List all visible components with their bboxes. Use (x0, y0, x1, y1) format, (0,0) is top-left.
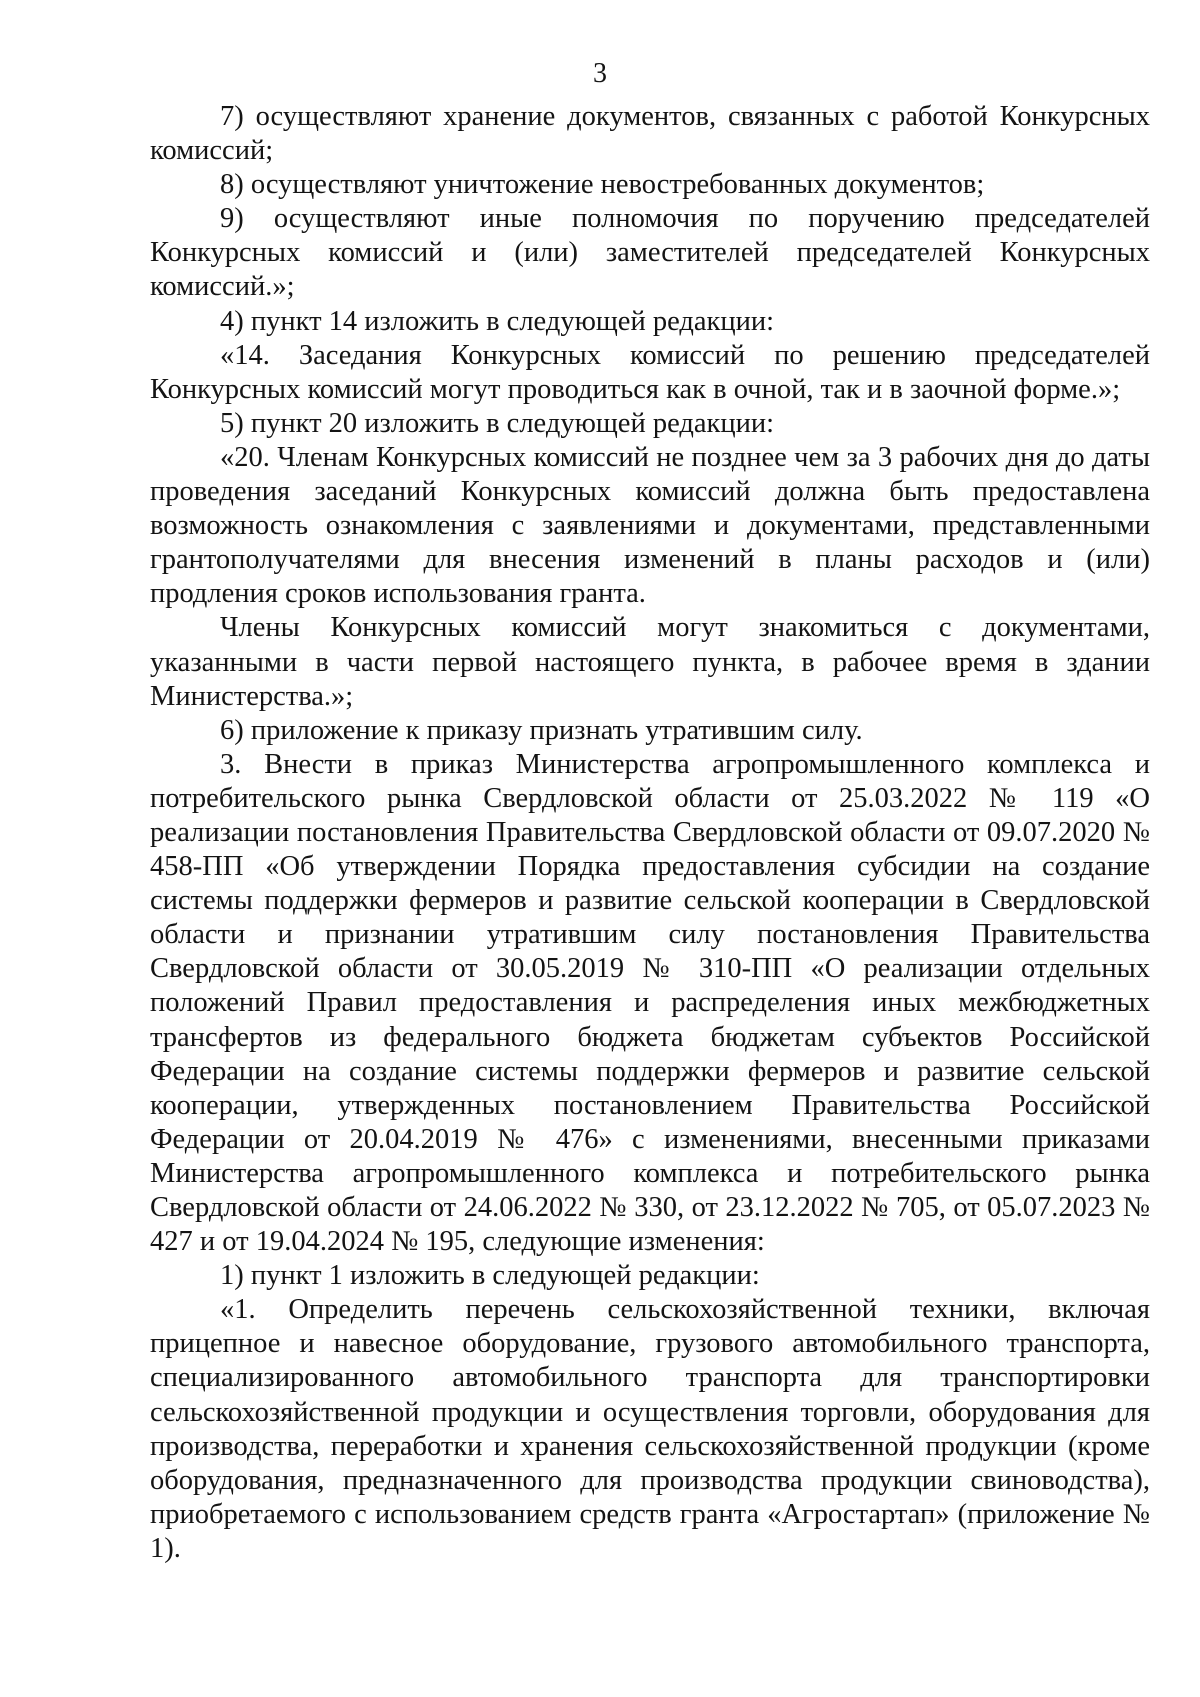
paragraph-item-9: 9) осуществляют иные полномочия по поручению председателей Конкурсных комиссий и (или) заместителей председателей Конкурсных комиссий.»; (150, 203, 1150, 303)
paragraph-point-14: «14. Заседания Конкурсных комиссий по решению председателей Конкурсных комиссий могут проводиться как в очной, так и в заочной форме.»; (150, 339, 1150, 405)
paragraph-amendment-6: 6) приложение к приказу признать утратившим силу. (220, 714, 863, 746)
paragraph-point-20-part-2: Члены Конкурсных комиссий могут знакомиться с документами, указанными в части первой настоящего пункта, в рабочее время в здании Министерства.»; (150, 612, 1150, 712)
document-body (150, 100, 1150, 1566)
paragraph-section-3: 3. Внести в приказ Министерства агропромышленного комплекса и потребительского рынка Свердловской области от 25.03.2022 № 119 «О реализации постановления Правительства Свердловской области от 09.07.2020 № 458-ПП «Об утверждении Порядка предоставления субсидии на создание системы поддержки фермеров и развитие сельской кооперации в Свердловской области и признании утратившим силу постановления Правительства Свердловской области от 30.05.2019 № 310-ПП «О реализации отдельных положений Правил предоставления и распределения иных межбюджетных трансфертов из федерального бюджета бюджетам субъектов Российской Федерации на создание системы поддержки фермеров и развитие сельской кооперации, утвержденных постановлением Правительства Российской Федерации от 20.04.2019 № 476» с изменениями, внесенными приказами Министерства агропромышленного комплекса и потребительского рынка Свердловской области от 24.06.2022 № 330, от 23.12.2022 № 705, от 05.07.2023 № 427 и от 19.04.2024 № 195, следующие изменения: (150, 748, 1150, 1258)
paragraph-point-20: «20. Членам Конкурсных комиссий не позднее чем за 3 рабочих дня до даты проведения заседаний Конкурсных комиссий должна быть предоставлена возможность ознакомления с заявлениями и документами, представленными грантополучателями для внесения изменений в планы расходов и (или) продления сроков использования гранта. (150, 441, 1150, 610)
paragraph-amendment-1: 1) пункт 1 изложить в следующей редакции: (220, 1260, 760, 1292)
paragraph-item-7: 7) осуществляют хранение документов, связанных с работой Конкурсных комиссий; (150, 101, 1150, 167)
paragraph-amendment-4: 4) пункт 14 изложить в следующей редакции: (220, 305, 775, 337)
paragraph-point-1: «1. Определить перечень сельскохозяйственной техники, включая прицепное и навесное оборудование, грузового автомобильного транспорта, специализированного автомобильного транспорта для транспортировки сельскохозяйственной продукции и осуществления торговли, оборудования для производства, переработки и хранения сельскохозяйственной продукции (кроме оборудования, предназначенного для производства продукции свиноводства), приобретаемого с использованием средств гранта «Агростартап» (приложение № 1). (150, 1294, 1150, 1564)
paragraph-item-8: 8) осуществляют уничтожение невостребованных документов; (220, 169, 985, 201)
paragraph-amendment-5: 5) пункт 20 изложить в следующей редакции: (220, 407, 775, 439)
page-number: 3 (593, 58, 607, 89)
